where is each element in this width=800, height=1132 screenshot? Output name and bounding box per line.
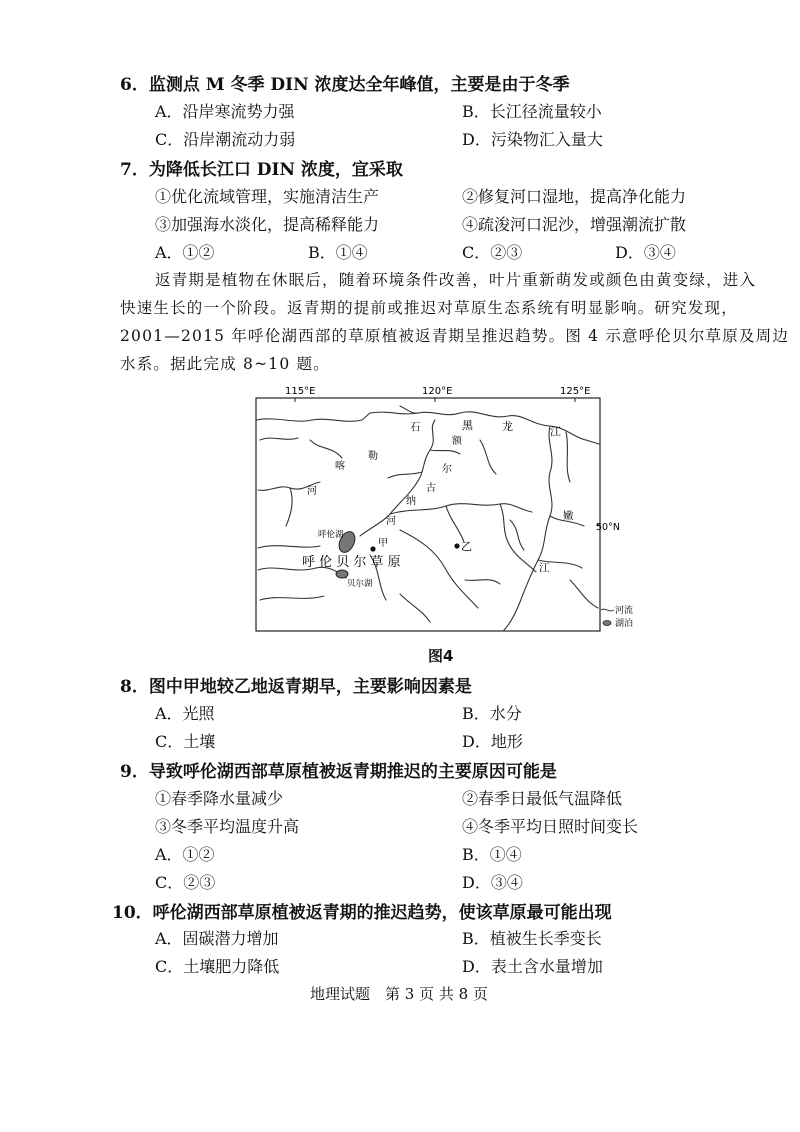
q10-option-b: B．植被生长季变长 bbox=[462, 929, 602, 948]
intro-line-4: 水系。据此完成 8~10 题。 bbox=[120, 355, 330, 373]
label-nenjiang-1: 嫩 bbox=[563, 510, 574, 522]
label-point-yi: 乙 bbox=[461, 540, 472, 553]
label-heilongjiang-3: 江 bbox=[550, 425, 561, 438]
q9-option-d: D．③④ bbox=[462, 873, 523, 892]
q10-option-d: D．表土含水量增加 bbox=[462, 957, 603, 976]
q10-option-a: A．固碳潜力增加 bbox=[155, 929, 279, 948]
label-shileka: 石 bbox=[410, 421, 421, 433]
q9-stem: 9．导致呼伦湖西部草原植被返青期推迟的主要原因可能是 bbox=[120, 762, 557, 782]
label-nenjiang-2: 江 bbox=[539, 562, 550, 574]
lon-label-125: 125°E bbox=[560, 386, 591, 397]
q9-option-a: A．①② bbox=[155, 845, 215, 864]
q6-stem: 6．监测点 M 冬季 DIN 浓度达全年峰值，主要是由于冬季 bbox=[120, 75, 570, 95]
q8-option-b: B．水分 bbox=[462, 704, 522, 723]
lat-label-50n: 50°N bbox=[596, 522, 620, 533]
legend-river: 河流 bbox=[615, 606, 634, 616]
q7-stem: 7．为降低长江口 DIN 浓度，宜采取 bbox=[120, 160, 403, 180]
point-jia-marker bbox=[370, 546, 375, 551]
q7-option-c: C．②③ bbox=[462, 243, 523, 262]
label-kelulun-1: 喀 bbox=[335, 461, 345, 472]
label-ergun-3: 古 bbox=[426, 483, 436, 494]
label-heilongjiang-1: 黑 bbox=[462, 419, 473, 432]
q10-stem: 10．呼伦湖西部草原植被返青期的推迟趋势，使该草原最可能出现 bbox=[112, 903, 612, 923]
legend-lake: 湖泊 bbox=[615, 619, 634, 629]
q8-option-a: A．光照 bbox=[155, 704, 215, 723]
q6-option-b: B．长江径流量较小 bbox=[462, 102, 602, 121]
label-ergun-2: 尔 bbox=[442, 464, 452, 475]
label-buir-lake: 贝尔湖 bbox=[347, 579, 373, 589]
intro-line-3: 2001—2015 年呼伦湖西部的草原植被返青期呈推迟趋势。图 4 示意呼伦贝尔草原及周边 bbox=[120, 327, 790, 345]
intro-line-2: 快速生长的一个阶段。返青期的提前或推迟对草原生态系统有明显影响。研究发现， bbox=[120, 299, 738, 317]
q9-statement-1: ①春季降水量减少 bbox=[155, 789, 284, 808]
lon-label-115: 115°E bbox=[285, 386, 316, 397]
q6-option-d: D．污染物汇入量大 bbox=[462, 130, 603, 149]
label-kelulun-3: 河 bbox=[307, 486, 317, 497]
q9-statement-2: ②春季日最低气温降低 bbox=[462, 789, 623, 808]
q9-option-c: C．②③ bbox=[155, 873, 216, 892]
q10-option-c: C．土壤肥力降低 bbox=[155, 957, 280, 976]
q7-statement-3: ③加强海水淡化，提高稀释能力 bbox=[155, 215, 380, 234]
map-frame bbox=[256, 398, 600, 631]
label-ergun-1: 额 bbox=[452, 436, 462, 447]
lon-label-120: 120°E bbox=[422, 386, 453, 397]
q7-option-a: A．①② bbox=[155, 243, 215, 262]
label-heilongjiang-2: 龙 bbox=[502, 420, 513, 433]
figure-caption: 图4 bbox=[428, 647, 454, 665]
q9-statement-4: ④冬季平均日照时间变长 bbox=[462, 817, 639, 836]
q9-statement-3: ③冬季平均温度升高 bbox=[155, 817, 300, 836]
label-ergun-4: 纳 bbox=[406, 496, 416, 507]
q7-statement-4: ④疏浚河口泥沙，增强潮流扩散 bbox=[462, 215, 687, 234]
buir-lake bbox=[336, 570, 348, 578]
q7-option-d: D．③④ bbox=[615, 243, 676, 262]
label-point-jia: 甲 bbox=[378, 538, 388, 549]
page-footer: 地理试题 第 3 页 共 8 页 bbox=[310, 985, 488, 1003]
label-kelulun-2: 勒 bbox=[368, 451, 378, 462]
point-yi-marker bbox=[454, 543, 459, 548]
intro-line-1: 返青期是植物在休眠后，随着环境条件改善，叶片重新萌发或颜色由黄变绿，进入 bbox=[155, 271, 757, 289]
q8-stem: 8．图中甲地较乙地返青期早，主要影响因素是 bbox=[120, 677, 472, 697]
q6-option-a: A．沿岸寒流势力强 bbox=[155, 102, 295, 121]
q8-option-d: D．地形 bbox=[462, 732, 523, 751]
label-hulunbuir-grassland: 呼 伦 贝 尔 草 原 bbox=[302, 555, 401, 570]
q7-statement-2: ②修复河口湿地，提高净化能力 bbox=[462, 187, 687, 206]
label-ergun-5: 河 bbox=[386, 516, 396, 527]
q6-option-c: C．沿岸潮流动力弱 bbox=[155, 130, 296, 149]
river-network bbox=[257, 406, 599, 630]
hulunbuir-map bbox=[250, 380, 650, 636]
label-hulun-lake: 呼伦湖 bbox=[318, 530, 344, 540]
map-legend bbox=[601, 604, 633, 629]
q7-statement-1: ①优化流域管理，实施清洁生产 bbox=[155, 187, 380, 206]
q8-option-c: C．土壤 bbox=[155, 732, 216, 751]
q9-option-b: B．①④ bbox=[462, 845, 522, 864]
q7-option-b: B．①④ bbox=[308, 243, 368, 262]
